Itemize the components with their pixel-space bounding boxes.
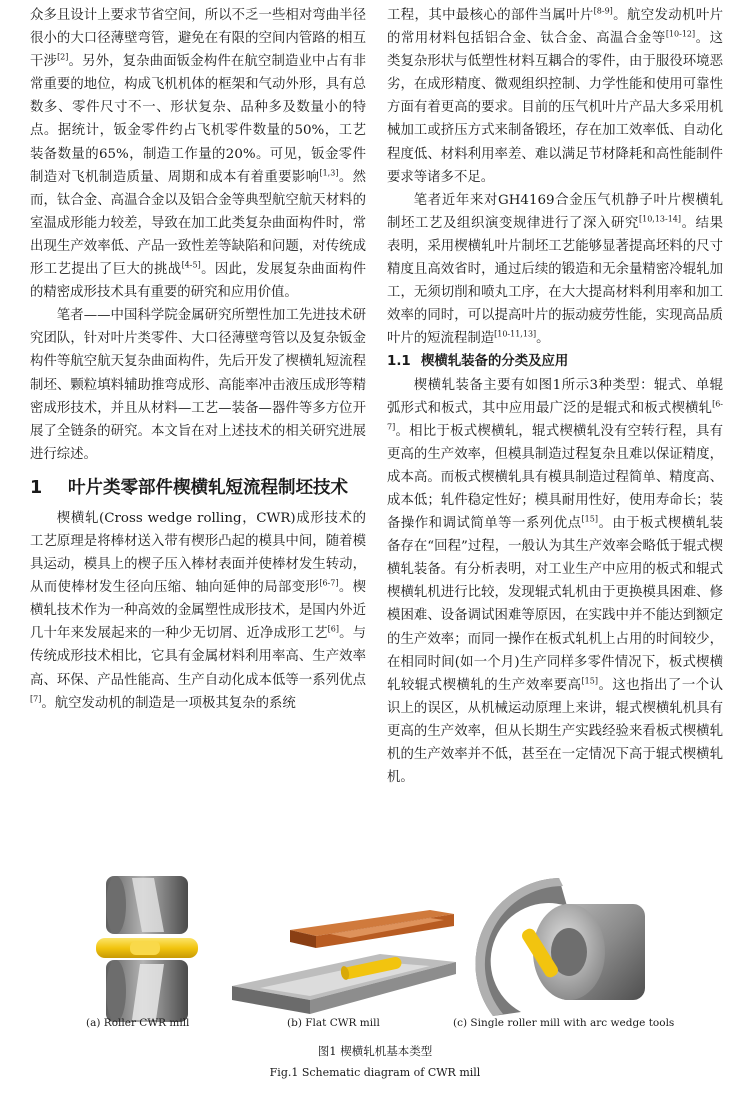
subsection-number: 1.1 xyxy=(387,354,411,370)
paragraph: 工程，其中最核心的部件当属叶片[8-9]。航空发动机叶片的常用材料包括铝合金、钛合金、高温合金等[10-12]。这类复杂形状与低塑性材料互耦合的零件，由于服役环境恶劣，在成形精度、微观组织控制、力学性能和使用可靠性方面有着更高的要求。目前的压气机叶片产品大多采用机械加工或挤压方式来制备锻坯，存在加工效率低、自动化程度低、材料利用率差、难以满足节材降耗和高性能制件要求等诸多不足。 xyxy=(387,6,724,185)
paragraph: 笔者近年来对GH4169合金压气机静子叶片楔横轧制坯工艺及组织演变规律进行了深入研究[10,13-14]。结果表明，采用楔横轧叶片制坯工艺能够显著提高坯料的尺寸精度且高效省时，通过后续的锻造和无余量精密冷辊轧加工，无须切削和喷丸工序，在大大提高材料利用率和加工效率的同时，可以提高叶片的振动疲劳性能，实现高品质叶片的短流程制造[10-11,13]。 xyxy=(387,192,724,347)
citation: [6-7] xyxy=(319,578,339,588)
citation: [7] xyxy=(30,694,42,704)
paragraph: 楔横轧装备主要有如图1所示3种类型：辊式、单辊弧形式和板式，其中应用最广泛的是辊式和板式楔横轧[6-7]。相比于板式楔横轧，辊式楔横轧没有空转行程，具有更高的生产效率，但模具制造过程复杂且难以保证精度，成本高。而板式楔横轧具有模具制造过程简单、精度高、成本低；轧件稳定性好；模具耐用性好，使用寿命长；装备操作和调试简单等一系列优点[15]。由于板式楔横轧装备存在“回程”过程，一般认为其生产效率会略低于辊式楔横轧装备。有分析表明，对工业生产中应用的板式和辊式楔横轧机进行比较，发现辊式轧机由于更换模具困难、修模困难、设备调试困难等原因，在实践中并不能达到额定的生产效率；而同一操作在板式轧机上占用的时间较少，在相同时间(如一个月)生产同样多零件情况下，板式楔横轧较辊式楔横轧的生产效率要高[15]。这也指出了一个认识上的误区，从机械运动原理上来讲，辊式楔横轧机具有更高的生产效率，但从长期生产实践经验来看板式楔横轧机的生产效率并不低，甚至在一定情况下高于辊式楔横轧机。 xyxy=(387,377,724,786)
caption-b: (b) Flat CWR mill xyxy=(287,1017,380,1029)
paragraph: 众多且设计上要求节省空间，所以不乏一些相对弯曲半径很小的大口径薄壁弯管，避免在有限的空间内管路的相互干涉[2]。另外，复杂曲面钣金构件在航空制造业中占有非常重要的地位，构成飞机机体的框架和气动外形，具有总数多、零件尺寸不一、形状复杂、品种多及数量小的特点。据统计，钣金零件约占飞机零件数量的50%，工艺装备数量的65%，制造工作量的20%。可见，钣金零件制造对飞机制造质量、周期和成本有着重要影响[1,3]。然而，钛合金、高温合金以及铝合金等典型航空航天材料的室温成形能力较差，导致在加工此类复杂曲面构件时，常出现生产效率低、产品一致性差等缺陷和问题，对传统成形工艺提出了巨大的挑战[4-5]。因此，发展复杂曲面构件的精密成形技术具有重要的研究和应用价值。 xyxy=(30,8,367,301)
single-roller-arc-wedge-illustration xyxy=(475,866,659,1024)
paragraph: 笔者——中国科学院金属研究所塑性加工先进技术研究团队，针对叶片类零件、大口径薄壁弯管以及复杂钣金构件等航空航天复杂曲面构件，先后开发了楔横轧短流程制坯、颗粒填料辅助推弯成形、高能率冲击液压成形等精密成形技术，并且从材料—工艺—装备—器件等多方位开展了全链条的研究。本文旨在对上述技术的相关研究进展进行综述。 xyxy=(30,308,366,462)
citation: [6] xyxy=(327,624,339,634)
caption-a: (a) Roller CWR mill xyxy=(86,1017,190,1029)
figure-caption-english: Fig.1 Schematic diagram of CWR mill xyxy=(269,1066,481,1079)
roller-cwr-mill-illustration xyxy=(92,870,202,1028)
section-heading xyxy=(30,475,366,501)
citation: [1,3] xyxy=(319,168,339,178)
figure-caption-chinese: 图1 楔横轧机基本类型 xyxy=(317,1044,433,1058)
section-number: 1 xyxy=(30,477,43,498)
figure-1 xyxy=(0,866,750,1098)
citation: [15] xyxy=(581,676,598,686)
citation: [4-5] xyxy=(181,260,201,270)
citation: [2] xyxy=(57,52,69,62)
right-column xyxy=(387,4,723,789)
citation: [15] xyxy=(581,514,598,524)
citation: [10,13-14] xyxy=(638,214,682,224)
paragraph: 楔横轧(Cross wedge rolling，CWR)成形技术的工艺原理是将棒材送入带有楔形凸起的模具中间，随着模具运动，模具上的楔子压入棒材表面并使棒材发生转动，从而使棒材发生径向压缩、轴向延伸的局部变形[6-7]。楔横轧技术作为一种高效的金属塑性成形技术，是国内外近几十年来发展起来的一种少无切屑、近净成形工艺[6]。与传统成形技术相比，它具有金属材料利用率高、生产效率高、环保、产品性能高、生产自动化成本低等一系列优点[7]。航空发动机的制造是一项极其复杂的系统 xyxy=(30,510,367,711)
subsection-title: 楔横轧装备的分类及应用 xyxy=(421,354,569,370)
section-title: 叶片类零部件楔横轧短流程制坯技术 xyxy=(68,477,348,498)
left-column xyxy=(30,4,366,715)
citation: [6-7] xyxy=(387,399,723,432)
flat-cwr-mill-illustration xyxy=(230,904,458,1016)
citation: [10-11,13] xyxy=(494,329,537,339)
citation: [10-12] xyxy=(665,29,696,39)
subsection-heading xyxy=(387,350,723,373)
caption-c: (c) Single roller mill with arc wedge tools xyxy=(453,1017,675,1029)
citation: [8-9] xyxy=(593,6,613,16)
